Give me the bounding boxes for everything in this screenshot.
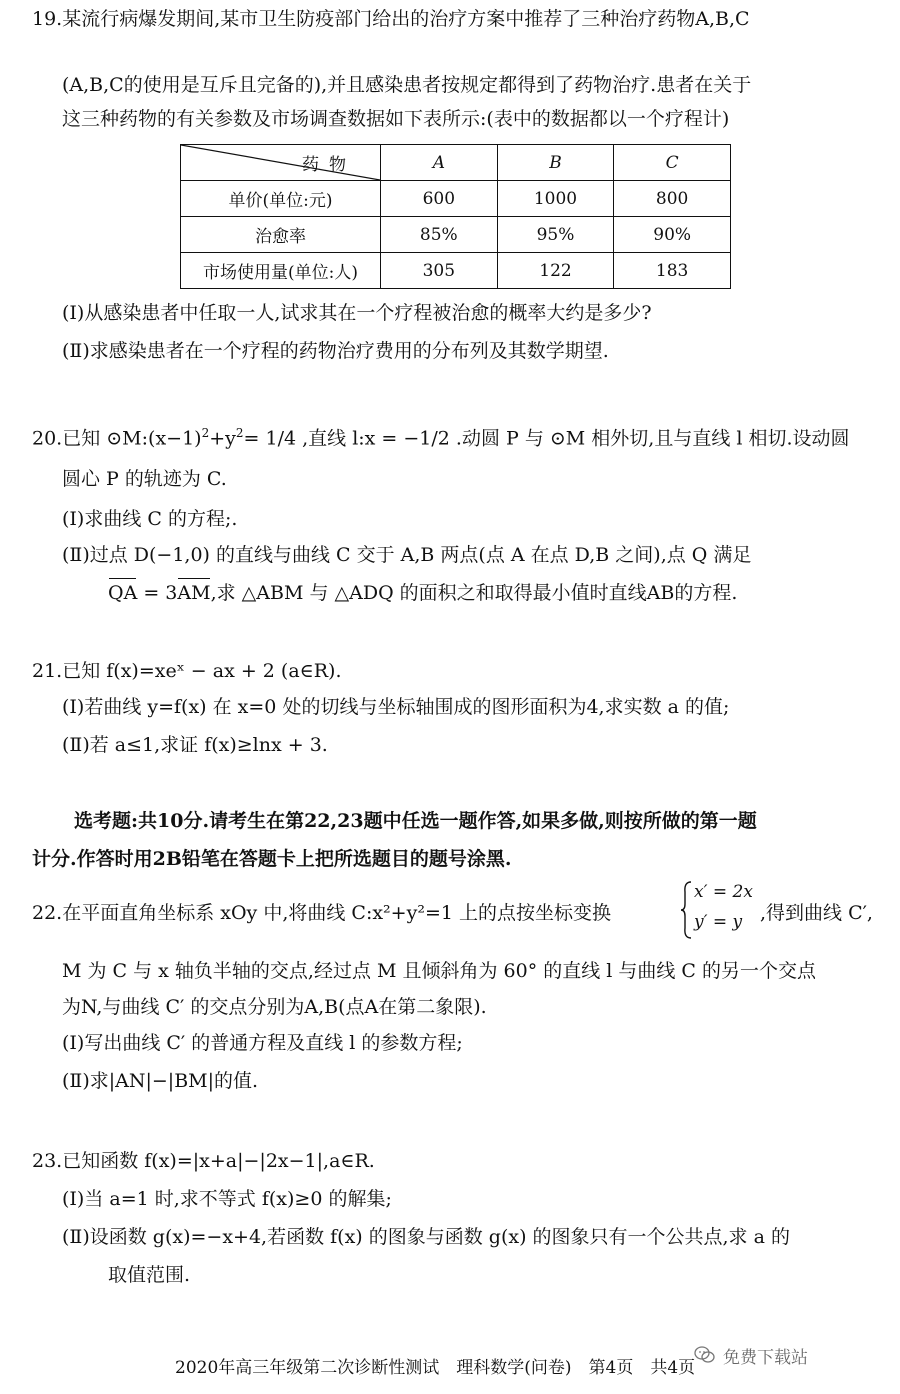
q20-line-end: ,求 △ABM 与 △ADQ 的面积之和取得最小值时直线AB的方程.	[210, 582, 738, 604]
q23-part-2-cont: 取值范围.	[108, 1264, 191, 1286]
q19-line-3: 这三种药物的有关参数及市场调查数据如下表所示:(表中的数据都以一个疗程计)	[62, 108, 730, 130]
q20-sup-2b: 2	[235, 426, 244, 440]
table-row-label: 单价(单位:元)	[181, 181, 381, 217]
wechat-icon	[694, 1345, 716, 1365]
table-cell: 800	[614, 181, 731, 217]
q23-line-1: 23.已知函数 f(x)=|x+a|−|2x−1|,a∈R.	[32, 1150, 375, 1172]
transform-x: x′ = 2x	[694, 882, 753, 902]
elective-line-2: 计分.作答时用2B铅笔在答题卡上把所选题目的题号涂黑.	[32, 848, 512, 870]
table-col-header: A	[381, 145, 498, 181]
table-row-label: 市场使用量(单位:人)	[181, 253, 381, 289]
q20-line-1-b: +y	[209, 427, 236, 450]
q19-line-2: (A,B,C的使用是互斥且完备的),并且感染患者按规定都得到了药物治疗.患者在关于	[62, 74, 752, 96]
q23-part-2: (Ⅱ)设函数 g(x)=−x+4,若函数 f(x) 的图象与函数 g(x) 的图象只有一个公共点,求 a 的	[62, 1226, 790, 1248]
q22-line-1: 22.在平面直角坐标系 xOy 中,将曲线 C:x²+y²=1 上的点按坐标变换	[32, 902, 611, 924]
q23-part-1: (Ⅰ)当 a=1 时,求不等式 f(x)≥0 的解集;	[62, 1188, 392, 1210]
q20-mid: = 3	[137, 582, 178, 604]
transform-y: y′ = y	[694, 912, 743, 932]
medicine-table	[180, 144, 731, 289]
table-header-diagonal-cell	[181, 145, 381, 181]
table-cell: 183	[614, 253, 731, 289]
q20-part-1: (Ⅰ)求曲线 C 的方程;.	[62, 508, 238, 530]
q20-part-2-cont	[108, 580, 737, 606]
table-cell: 1000	[497, 181, 614, 217]
table-row-label: 治愈率	[181, 217, 381, 253]
q19-part-1: (Ⅰ)从感染患者中任取一人,试求其在一个疗程被治愈的概率大约是多少?	[62, 302, 652, 324]
table-header-label: 药物	[302, 155, 356, 175]
table-row	[181, 181, 731, 217]
elective-line-1: 选考题:共10分.请考生在第22,23题中任选一题作答,如果多做,则按所做的第一题	[74, 810, 757, 832]
q19-line-1: 19.某流行病爆发期间,某市卫生防疫部门给出的治疗方案中推荐了三种治疗药物A,B,C	[32, 8, 750, 30]
table-cell: 95%	[497, 217, 614, 253]
q20-part-2: (Ⅱ)过点 D(−1,0) 的直线与曲线 C 交于 A,B 两点(点 A 在点 D,B 之间),点 Q 满足	[62, 544, 752, 566]
table-cell: 122	[497, 253, 614, 289]
table-row	[181, 253, 731, 289]
q20-line-1-a: 20.已知 ⊙M:(x−1)	[32, 427, 202, 450]
q20-line-2: 圆心 P 的轨迹为 C.	[62, 468, 227, 490]
q22-line-3: 为N,与曲线 C′ 的交点分别为A,B(点A在第二象限).	[62, 996, 487, 1018]
table-col-header: B	[497, 145, 614, 181]
q22-line-2: M 为 C 与 x 轴负半轴的交点,经过点 M 且倾斜角为 60° 的直线 l 与曲线 C 的另一个交点	[62, 960, 817, 982]
page-footer: 2020年高三年级第二次诊断性测试 理科数学(问卷) 第4页 共4页	[175, 1358, 696, 1378]
q19-part-2: (Ⅱ)求感染患者在一个疗程的药物治疗费用的分布列及其数学期望.	[62, 340, 609, 362]
table-cell: 305	[381, 253, 498, 289]
q21-part-2: (Ⅱ)若 a≤1,求证 f(x)≥lnx + 3.	[62, 734, 328, 756]
table-cell: 90%	[614, 217, 731, 253]
watermark-text: 免费下载站	[723, 1348, 808, 1368]
table-cell: 85%	[381, 217, 498, 253]
q22-part-1: (Ⅰ)写出曲线 C′ 的普通方程及直线 l 的参数方程;	[62, 1032, 463, 1054]
q22-part-2: (Ⅱ)求|AN|−|BM|的值.	[62, 1070, 259, 1092]
table-cell: 600	[381, 181, 498, 217]
coordinate-transform	[680, 880, 758, 940]
q21-part-1: (Ⅰ)若曲线 y=f(x) 在 x=0 处的切线与坐标轴围成的图形面积为4,求实数 a 的值;	[62, 696, 730, 718]
table-row	[181, 217, 731, 253]
q20-line-1-c: = 1/4 ,直线 l:x = −1/2 .动圆 P 与 ⊙M 相外切,且与直线 l 相切.设动圆	[243, 427, 850, 450]
q22-line-1-end: ,得到曲线 C′,	[760, 902, 873, 924]
q20-sup-2: 2	[201, 426, 210, 440]
table-header-row	[181, 145, 731, 181]
q21-line-1: 21.已知 f(x)=xeˣ − ax + 2 (a∈R).	[32, 660, 342, 682]
vector-am: AM	[177, 582, 211, 604]
q20-line-1	[32, 420, 850, 451]
table-col-header: C	[614, 145, 731, 181]
vector-qa: QA	[108, 582, 138, 604]
